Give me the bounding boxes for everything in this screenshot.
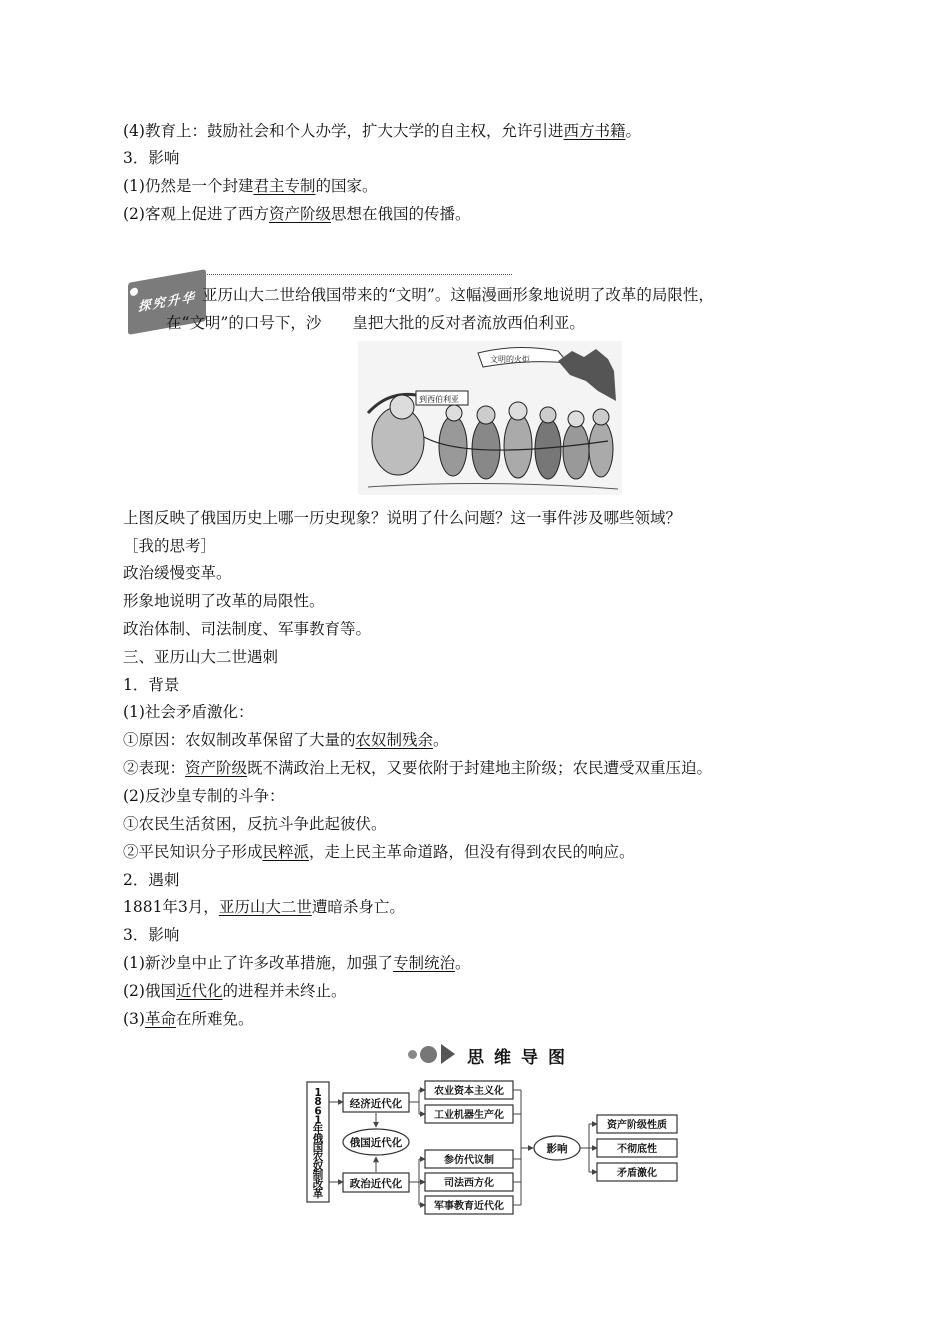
text-span: 思想在俄国的传播。	[330, 205, 471, 223]
mindmap-heading	[405, 1042, 580, 1066]
badge-dot-icon	[130, 287, 138, 296]
text-span: ，走上民主革命道路，但没有得到农民的响应。	[309, 843, 635, 861]
mindmap-title: 思维导图	[467, 1048, 575, 1068]
dotted-divider	[200, 274, 512, 275]
pol-item-label: 参仿代议制	[444, 1155, 494, 1166]
text-span: 遭暗杀身亡。	[311, 898, 405, 916]
text-line	[123, 176, 378, 196]
text-span: (4)教育上：鼓励社会和个人办学，扩大大学的自主权，允许引进	[123, 122, 564, 140]
text-span: 1．背景	[123, 676, 180, 694]
text-span: 既不满政治上无权，又要依附于封建地主阶级；农民遭受双重压迫。	[247, 759, 713, 777]
text-span: 3．影响	[123, 149, 180, 167]
underlined-term: 近代化	[175, 982, 223, 1000]
text-line	[123, 870, 179, 890]
text-line	[166, 313, 585, 333]
text-line	[123, 148, 179, 168]
text-span: 的国家。	[315, 177, 378, 195]
mindmap-diagram	[305, 1076, 685, 1220]
text-span: 在“文明”的口号下，沙 皇把大批的反对者流放西伯利亚。	[166, 314, 585, 332]
text-span: (1)社会矛盾激化：	[123, 703, 254, 721]
text-span: 政治缓慢变革。	[123, 564, 232, 582]
badge-label: 探究升华	[138, 288, 197, 315]
text-line	[123, 953, 471, 973]
pol-item-label: 军事教育近代化	[434, 1201, 504, 1212]
center-label: 俄国近代化	[349, 1137, 403, 1149]
root-char: 农	[312, 1151, 324, 1164]
text-line	[123, 508, 681, 528]
heading-circle-icon	[420, 1046, 437, 1063]
text-span: ②表现：	[123, 759, 186, 777]
text-span: (1)新沙皇中止了许多改革措施，加强了	[123, 954, 393, 972]
text-span: 形象地说明了改革的局限性。	[123, 592, 325, 610]
text-span: 上图反映了俄国历史上哪一历史现象？说明了什么问题？这一事件涉及哪些领域？	[123, 509, 682, 527]
text-span: 亚历山大二世给俄国带来的“文明”。这幅漫画形象地说明了改革的局限性，	[202, 286, 714, 304]
text-span: 3．影响	[123, 926, 180, 944]
underlined-term: 君主专制	[253, 177, 316, 195]
text-span: 在所难免。	[175, 1010, 254, 1028]
root-char: 1	[314, 1087, 322, 1099]
text-span: 。	[454, 954, 471, 972]
text-line	[123, 758, 712, 778]
impact-item-label: 不彻底性	[617, 1144, 657, 1155]
cartoon-sign-text: 到西伯利亚	[419, 395, 459, 404]
root-char: 1	[314, 1114, 322, 1127]
underlined-term: 亚历山大二世	[218, 898, 312, 916]
text-span: (2)俄国	[123, 982, 176, 1000]
text-line	[123, 702, 253, 722]
underlined-term: 资产阶级	[185, 759, 248, 777]
text-line	[123, 647, 278, 667]
econ-item-label: 工业机器生产化	[434, 1110, 504, 1121]
root-char: 奴	[312, 1160, 324, 1173]
underlined-term: 民粹派	[262, 843, 310, 861]
pol-item-label: 司法西方化	[444, 1178, 494, 1189]
text-span: (3)	[123, 1010, 145, 1028]
text-span: 。	[625, 122, 641, 140]
heading-dot-icon	[408, 1050, 417, 1059]
root-char: 年	[312, 1123, 324, 1136]
text-line	[123, 536, 216, 556]
econ-label: 经济近代化	[349, 1098, 403, 1110]
root-char: 俄	[312, 1132, 324, 1145]
text-span: (1)仍然是一个封建	[123, 177, 254, 195]
underlined-term: 专制统治	[392, 954, 455, 972]
text-span: 1881年3月，	[123, 898, 219, 916]
text-line	[123, 1009, 254, 1029]
underlined-term: 西方书籍	[563, 122, 626, 140]
text-line	[123, 786, 284, 806]
text-span: ①农民生活贫困，反抗斗争此起彼伏。	[123, 815, 387, 833]
cartoon-illustration	[358, 341, 622, 495]
impact-item-label: 资产阶级性质	[607, 1120, 667, 1131]
text-line	[123, 925, 179, 945]
text-line	[123, 204, 471, 224]
impact-item-label: 矛盾激化	[617, 1168, 657, 1179]
text-line	[123, 842, 635, 862]
text-line	[123, 675, 179, 695]
root-char: 6	[314, 1105, 322, 1118]
heading-arrow-icon	[441, 1044, 455, 1064]
root-char: 国	[312, 1142, 324, 1154]
text-line	[123, 591, 325, 611]
root-char: 8	[314, 1096, 322, 1109]
text-span: 2．遇刺	[123, 871, 180, 889]
text-span: (2)反沙皇专制的斗争：	[123, 787, 285, 805]
text-line	[123, 897, 405, 917]
text-line	[123, 981, 347, 1001]
underlined-term: 革命	[144, 1010, 176, 1028]
root-char: 改	[312, 1178, 324, 1191]
underlined-term: 资产阶级	[268, 205, 331, 223]
text-line	[123, 619, 371, 639]
text-line	[123, 121, 641, 141]
text-span: ［我的思考］	[123, 537, 217, 555]
root-char: 制	[312, 1169, 324, 1182]
text-span: ②平民知识分子形成	[123, 843, 263, 861]
text-span: 政治体制、司法制度、军事教育等。	[123, 620, 372, 638]
cartoon-banner-text: 文明的火炬	[490, 355, 530, 364]
text-span: 。	[433, 731, 449, 749]
text-span: ①原因：农奴制改革保留了大量的	[123, 731, 356, 749]
text-span: 三、亚历山大二世遇刺	[123, 648, 279, 666]
text-line	[123, 730, 449, 750]
impact-label: 影响	[546, 1143, 568, 1155]
text-line	[123, 814, 387, 834]
underlined-term: 农奴制残余	[355, 731, 434, 749]
root-char: 革	[312, 1187, 324, 1200]
text-line	[202, 285, 714, 305]
econ-item-label: 农业资本主义化	[434, 1086, 504, 1097]
pol-label: 政治近代化	[349, 1178, 403, 1190]
text-line	[123, 563, 232, 583]
text-span: 的进程并未终止。	[222, 982, 347, 1000]
text-span: (2)客观上促进了西方	[123, 205, 269, 223]
